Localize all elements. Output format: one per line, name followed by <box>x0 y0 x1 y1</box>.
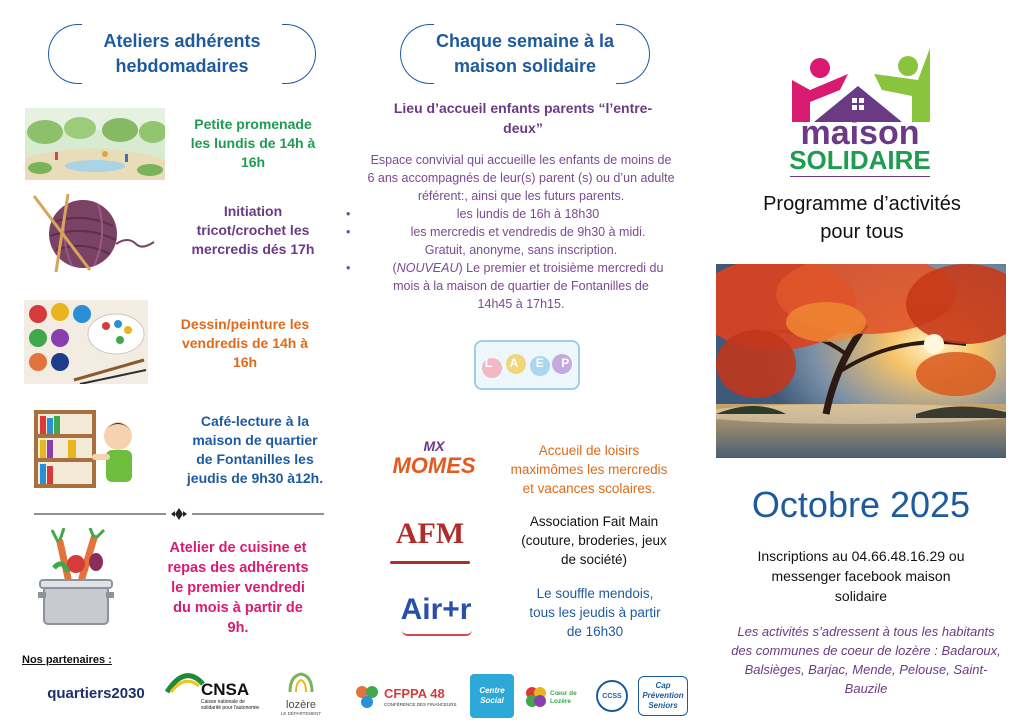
laep-letter-e: E <box>535 356 544 370</box>
laep-letter-a: A <box>509 356 519 370</box>
afm-underline <box>390 561 470 564</box>
logo-cnsa: CNSA Caisse nationale de solidarité pour l'autonomie <box>165 670 265 716</box>
activity-knitting: Initiation tricot/crochet les mercredis dés 17h <box>191 203 315 257</box>
afm-text: Association Fait Main (couture, broderies, jeux de société) <box>521 514 667 567</box>
activity-reading: Café-lecture à la maison de quartier de Fontanilles les jeudis de 9h30 à12h. <box>186 413 324 486</box>
laep-letter-l: L <box>484 356 493 370</box>
col2-title <box>400 24 650 84</box>
paint-picture <box>24 300 148 384</box>
laep-description: Espace convivial qui accueille les enfants de moins de 6 ans accompagnés de leur(s) parent (s) ou d’un adulte référent:, ainsi que les futurs parents. • les lundis de 16h à 18h30 • les mercredis et vendredis de 9h30 à midi. Gratuit, anonyme, sans inscription. • (NOUVEAU) Le premier et troisième mercredi du mois à la maison de quartier de Fontanilles de 14h45 à 17h15. <box>346 151 696 313</box>
reading-picture <box>32 406 138 490</box>
activity-cooking: Atelier de cuisine et repas des adhérents le premier vendredi du mois à partir de 9h. <box>167 540 309 636</box>
col2-title-line2: maison solidaire <box>453 56 597 76</box>
logo-coeur-lozere: Cœur de Lozère <box>524 682 588 712</box>
logo-underline <box>790 176 930 177</box>
ornament-divider <box>34 507 324 521</box>
col2-title-line1: Chaque semaine à la <box>435 31 615 51</box>
logo-maximomes: MX MOMES <box>392 438 476 478</box>
activity-walk: Petite promenade les lundis de 14h à 16h <box>190 116 316 170</box>
laep-subtitle: Lieu d’accueil enfants parents “l’entre- deux” <box>393 100 653 136</box>
maximomes-text: Accueil de loisirs maximômes les mercredis et vacances scolaires. <box>510 443 668 496</box>
laep-logo <box>474 340 580 390</box>
logo-air: Air+r <box>388 590 484 640</box>
month-title: Octobre 2025 <box>751 484 971 525</box>
air-text: Le souffle mendois, tous les jeudis à partir de 16h30 <box>529 586 661 639</box>
yarn-picture <box>28 192 158 274</box>
logo-quartiers2030: quartiers2030 <box>47 684 145 702</box>
logo-solidaire-text: SOLIDAIRE <box>789 145 931 175</box>
maison-solidaire-logo <box>770 40 950 180</box>
logo-maison-text: maison <box>800 114 920 152</box>
partners-label: Nos partenaires : <box>22 654 112 666</box>
col1-title-line1: Ateliers adhérents <box>103 31 261 51</box>
program-title: Programme d’activités pour tous <box>763 193 961 243</box>
inscription-info: Inscriptions au 04.66.48.16.29 ou messenger facebook maison solidaire <box>757 548 965 604</box>
logo-centre-social: Centre Social <box>470 674 514 718</box>
laep-letter-p: P <box>561 356 570 370</box>
logo-cfppa: CFPPA 48 CONFÉRENCE DES FINANCEURS <box>352 680 460 716</box>
bullet-monday: • les lundis de 16h à 18h30 <box>346 205 696 223</box>
logo-lozere: lozère LE DÉPARTEMENT <box>278 672 324 716</box>
autumn-tree-photo <box>716 264 1006 458</box>
park-picture <box>25 108 165 180</box>
cooking-picture <box>38 528 118 630</box>
col1-title-line2: hebdomadaires <box>115 56 249 76</box>
bullet-wednesday-friday: • les mercredis et vendredis de 9h30 à midi. <box>346 223 696 241</box>
communes-note: Les activités s’adressent à tous les habitants des communes de coeur de lozère : Badaroux, Balsièges, Barjac, Mende, Pelouse, Saint- Bauzile <box>731 624 1001 696</box>
activity-painting: Dessin/peinture les vendredis de 14h à 16h <box>180 316 310 370</box>
logo-ccss: CCSS <box>596 680 628 712</box>
air-swoosh <box>402 630 472 636</box>
bullet-new: • (NOUVEAU) Le premier et troisième mercredi du <box>346 259 696 277</box>
logo-afm: AFM <box>382 508 478 570</box>
logo-cap-prevention: Cap Prévention Seniors <box>638 676 688 716</box>
col1-title <box>48 24 316 84</box>
